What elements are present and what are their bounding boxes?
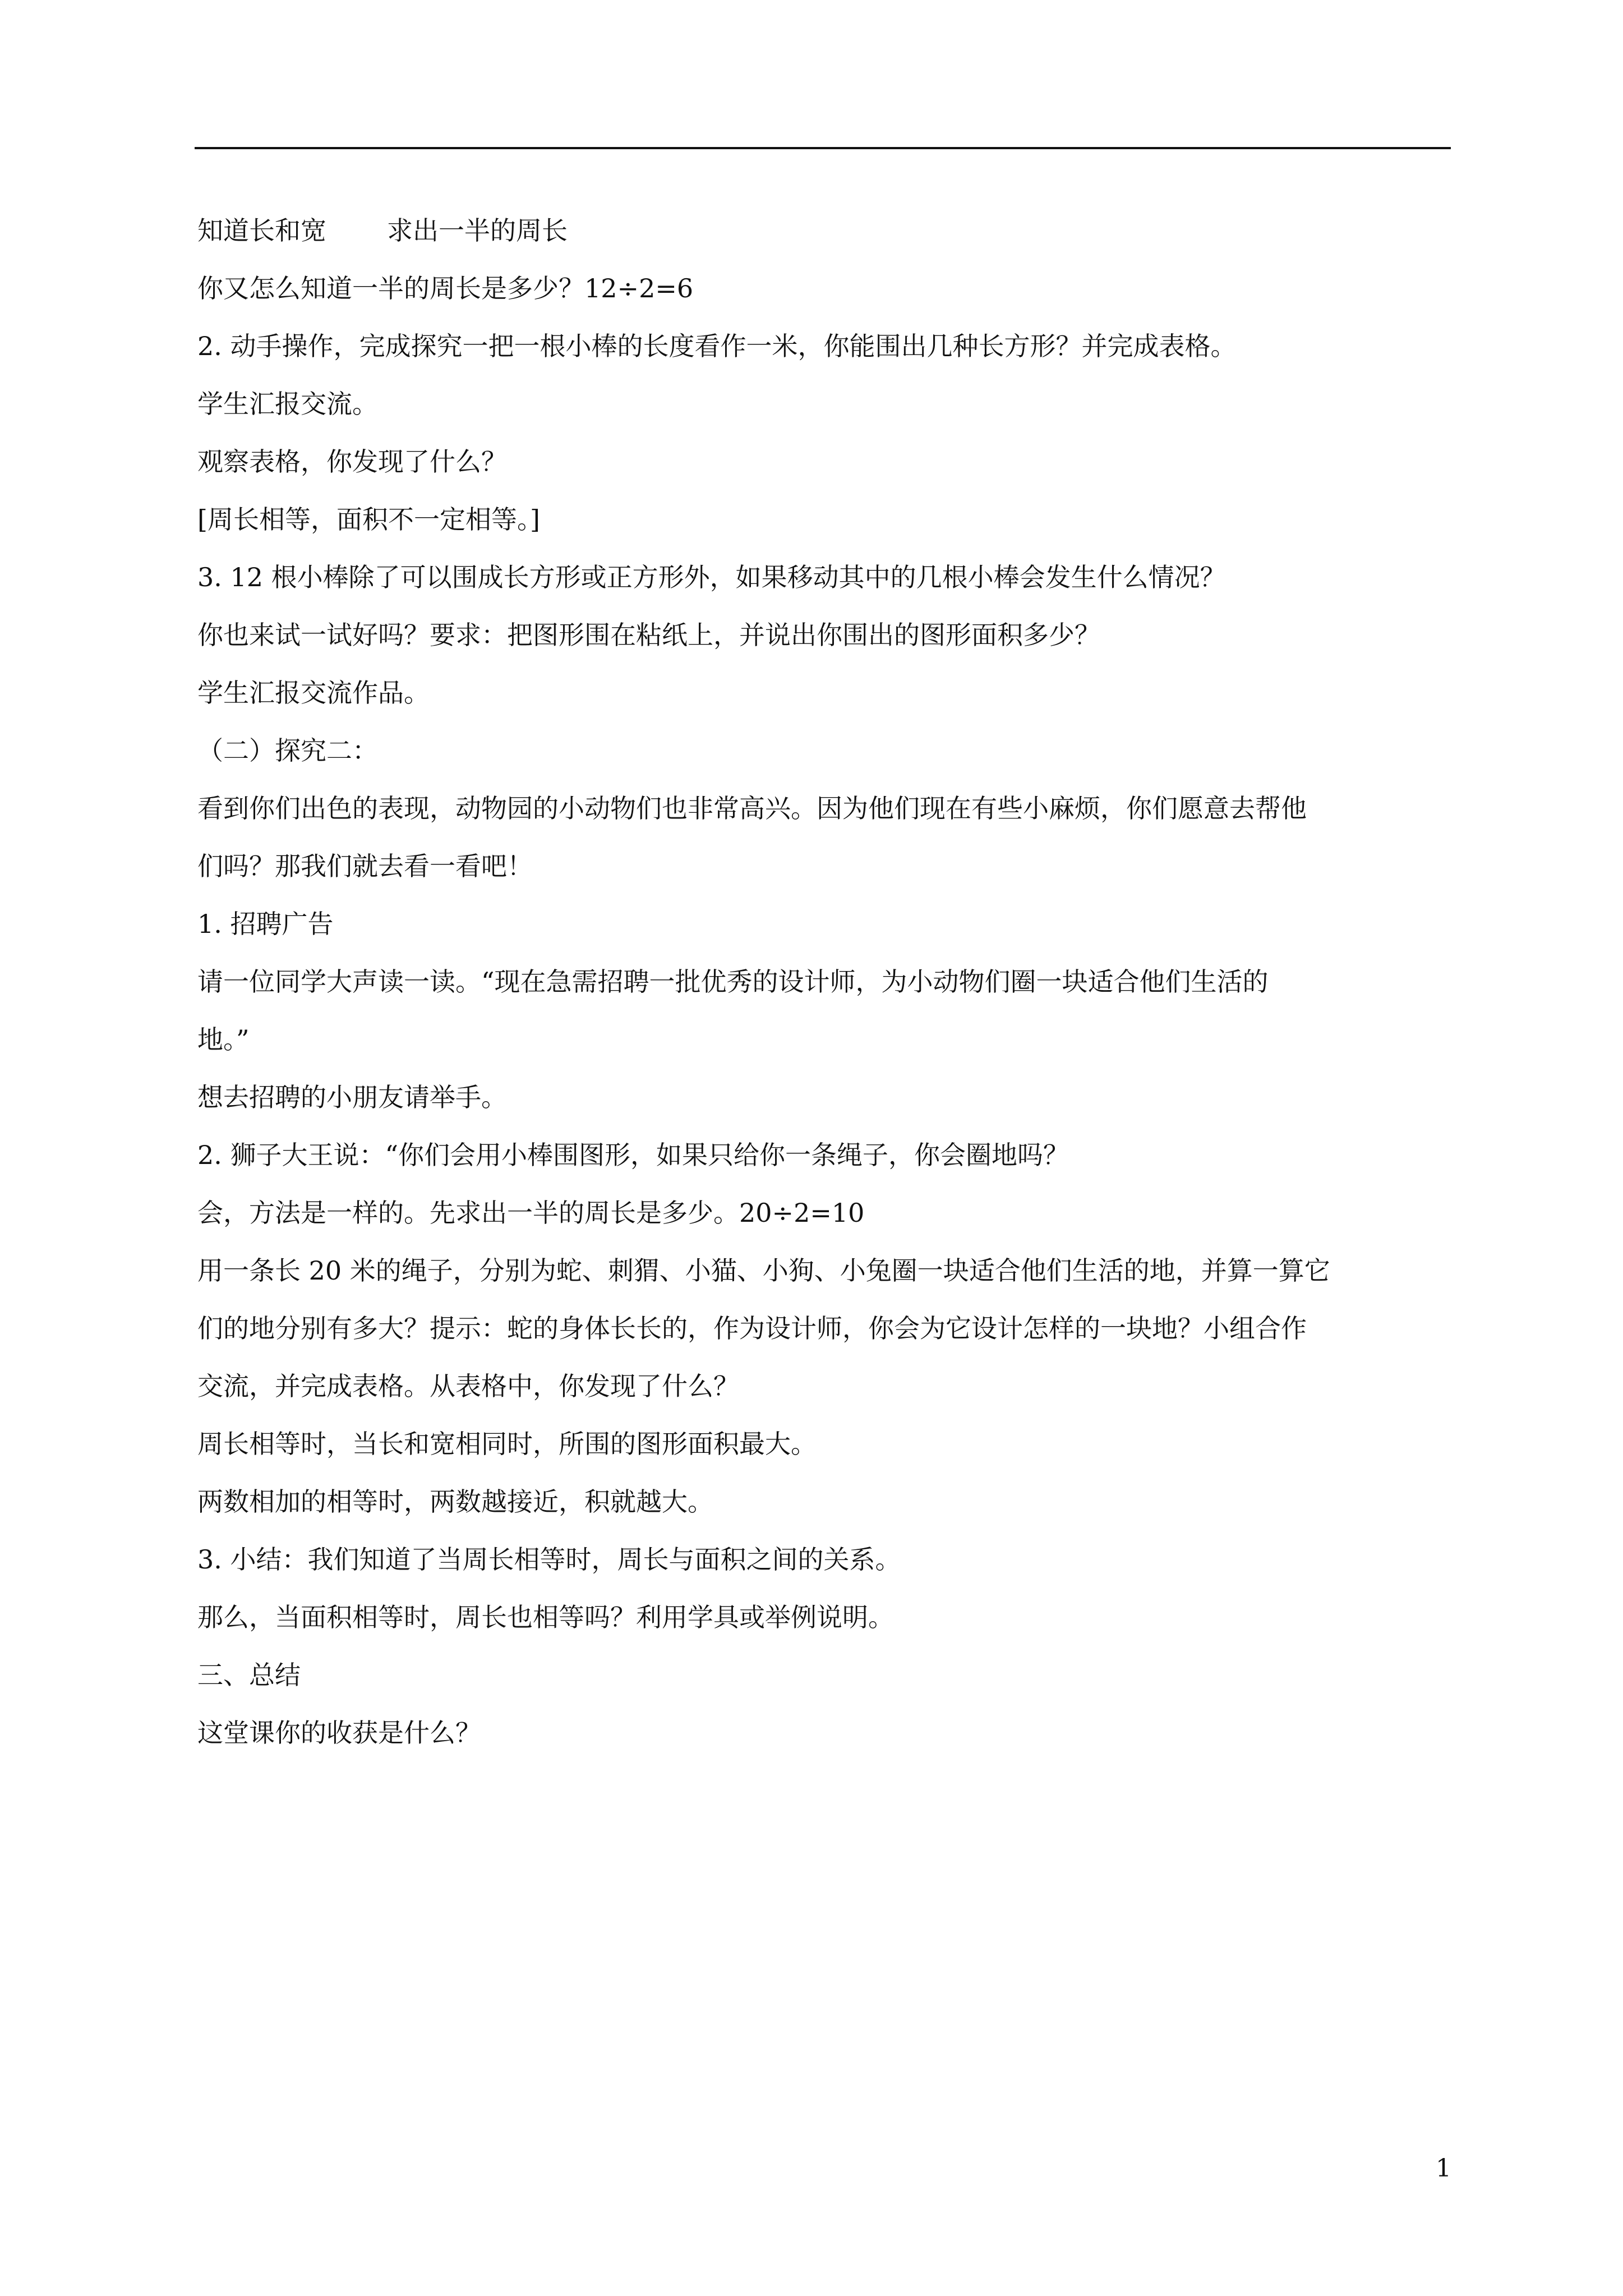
- text-line: 学生汇报交流。: [197, 389, 378, 419]
- text-line: 学生汇报交流作品。: [197, 678, 430, 708]
- text-line: 1. 招聘广告: [197, 909, 334, 939]
- section-heading: 三、总结: [197, 1660, 301, 1690]
- text-line: 用一条长 20 米的绳子，分别为蛇、刺猬、小猫、小狗、小兔圈一块适合他们生活的地，并算一算它: [197, 1255, 1330, 1286]
- text-line: 2. 狮子大王说：“你们会用小棒围图形，如果只给你一条绳子，你会圈地吗？: [197, 1140, 1069, 1170]
- text-line: 观察表格，你发现了什么？: [197, 447, 507, 477]
- header-rule: [195, 147, 1451, 149]
- text-line: 地。”: [197, 1024, 250, 1055]
- section-heading: （二）探究二：: [197, 735, 378, 766]
- text-line: 3. 小结：我们知道了当周长相等时，周长与面积之间的关系。: [197, 1544, 901, 1575]
- text-line: 3. 12 根小棒除了可以围成长方形或正方形外，如果移动其中的几根小棒会发生什么情况？: [197, 562, 1226, 592]
- text-line: 2. 动手操作，完成探究一把一根小棒的长度看作一米，你能围出几种长方形？并完成表格。: [197, 331, 1237, 361]
- text-line: 这堂课你的收获是什么？: [197, 1718, 481, 1748]
- text-line: [197, 215, 568, 246]
- page-number: 1: [1436, 2154, 1451, 2183]
- text-line: 想去招聘的小朋友请举手。: [197, 1082, 507, 1112]
- text-line: 看到你们出色的表现，动物园的小动物们也非常高兴。因为他们现在有些小麻烦，你们愿意去帮他: [197, 793, 1307, 823]
- text-line: 请一位同学大声读一读。“现在急需招聘一批优秀的设计师，为小动物们圈一块适合他们生活的: [197, 967, 1269, 997]
- text-line: [周长相等，面积不一定相等。]: [197, 504, 540, 535]
- text-segment: 知道长和宽: [197, 215, 326, 246]
- text-line: 会，方法是一样的。先求出一半的周长是多少。20÷2=10: [197, 1198, 865, 1228]
- text-line: 那么，当面积相等时，周长也相等吗？利用学具或举例说明。: [197, 1602, 894, 1632]
- text-line: 周长相等时，当长和宽相同时，所围的图形面积最大。: [197, 1429, 817, 1459]
- text-line: 两数相加的相等时，两数越接近，积就越大。: [197, 1487, 713, 1517]
- text-line: 你也来试一试好吗？要求：把图形围在粘纸上，并说出你围出的图形面积多少？: [197, 620, 1100, 650]
- text-line: 们吗？那我们就去看一看吧！: [197, 851, 533, 881]
- text-line: 们的地分别有多大？提示：蛇的身体长长的，作为设计师，你会为它设计怎样的一块地？小组合作: [197, 1313, 1307, 1343]
- text-segment: 求出一半的周长: [387, 215, 568, 246]
- text-line: 你又怎么知道一半的周长是多少？12÷2=6: [197, 273, 694, 303]
- text-line: 交流，并完成表格。从表格中，你发现了什么？: [197, 1371, 739, 1401]
